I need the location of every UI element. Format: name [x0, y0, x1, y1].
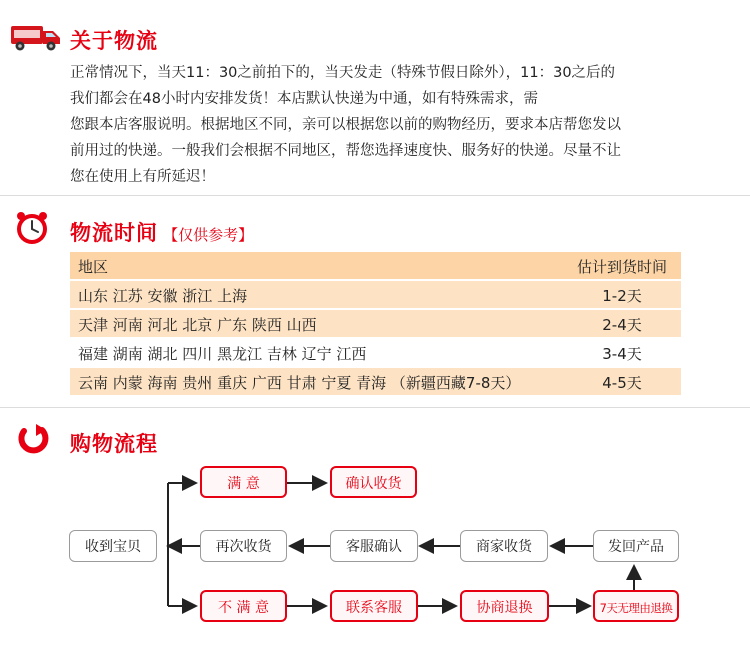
region-cell: 云南 内蒙 海南 贵州 重庆 广西 甘肃 宁夏 青海 （新疆西藏7-8天）: [78, 374, 521, 392]
step-reconfirm-receipt: 再次收货: [200, 530, 287, 562]
region-cell: 福建 湖南 湖北 四川 黑龙江 吉林 辽宁 江西: [78, 345, 367, 363]
step-seven-day-return: 7天无理由退换: [593, 590, 679, 622]
paragraph-line: 正常情况下，当天11：30之前拍下的，当天发走（特殊节假日除外），11：30之后的: [70, 65, 616, 81]
eta-cell: 3-4天: [602, 345, 642, 363]
header-eta: 估计到货时间: [576, 258, 667, 276]
eta-cell: 2-4天: [602, 316, 642, 334]
shopping-process-title: 购物流程: [70, 432, 158, 456]
eta-cell: 4-5天: [602, 374, 642, 392]
delivery-time-title: 物流时间: [70, 221, 158, 245]
reference-note: 【仅供参考】: [163, 226, 254, 244]
paragraph-line: 您跟本店客服说明。根据地区不同，亲可以根据您以前的购物经历，要求本店帮您发以: [70, 117, 621, 133]
eta-cell: 1-2天: [602, 287, 642, 305]
region-cell: 山东 江苏 安徽 浙江 上海: [78, 287, 248, 305]
step-return-product: 发回产品: [593, 530, 679, 562]
paragraph-line: 您在使用上有所延迟！: [70, 169, 215, 185]
step-confirm-receipt: 确认收货: [330, 466, 417, 498]
step-unsatisfied: 不 满 意: [200, 590, 287, 622]
step-cs-confirm: 客服确认: [330, 530, 418, 562]
header-region: 地区: [78, 258, 109, 276]
step-contact-cs: 联系客服: [330, 590, 418, 622]
step-receive-item: 收到宝贝: [69, 530, 157, 562]
paragraph-line: 我们都会在48小时内安排发货！本店默认快递为中通，如有特殊需求，需: [70, 91, 538, 107]
step-merchant-receive: 商家收货: [460, 530, 548, 562]
region-cell: 天津 河南 河北 北京 广东 陕西 山西: [78, 316, 317, 334]
step-satisfied: 满 意: [200, 466, 287, 498]
logistics-title: 关于物流: [70, 29, 158, 53]
step-negotiate-return: 协商退换: [460, 590, 549, 622]
paragraph-line: 前用过的快递。一般我们会根据不同地区，帮您选择速度快、服务好的快递。尽量不让: [70, 143, 621, 159]
